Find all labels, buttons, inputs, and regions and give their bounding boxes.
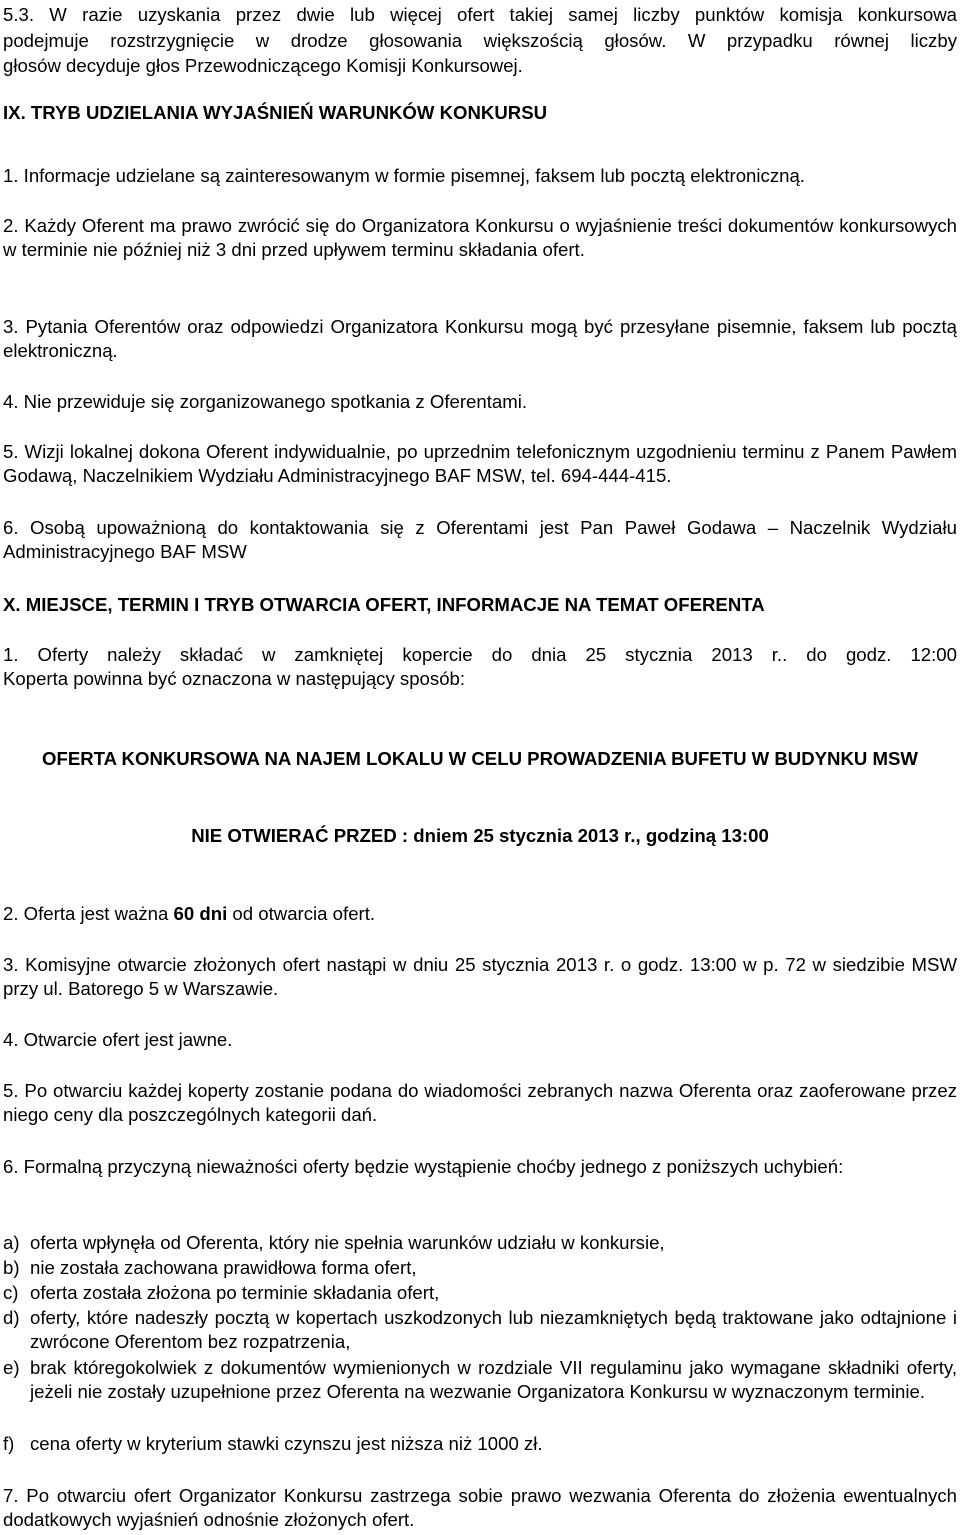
paragraph-5-3-line-2: podejmuje rozstrzygnięcie w drodze głosowania większością głosów. W przypadku równej liczby [3,30,957,51]
section-9-paragraph-1: 1. Informacje udzielane są zainteresowanym w formie pisemnej, faksem lub pocztą elektroniczną. [3,165,805,186]
section-10-paragraph-3: 3. Komisyjne otwarcie złożonych ofert nastąpi w dniu 25 stycznia 2013 r. o godz. 13:00 w p. 72 w siedzibie MSW przy ul. Batorego 5 w Warszawie. [3,954,957,999]
list-item-text: oferta została złożona po terminie składania ofert, [30,1282,440,1303]
list-item-label: c) [3,1282,19,1303]
list-item-c [3,1281,957,1305]
list-item-text: brak któregokolwiek z dokumentów wymienionych w rozdziale VII regulaminu jako wymagane składniki oferty, jeżeli nie zostały uzupełnione przez Oferenta na wezwanie Organizatora Konkursu w wyznaczonym terminie. [30,1357,957,1402]
section-10-paragraph-4: 4. Otwarcie ofert jest jawne. [3,1029,233,1050]
validity-text-end: od otwarcia ofert. [227,903,376,924]
envelope-title: OFERTA KONKURSOWA NA NAJEM LOKALU W CELU PROWADZENIA BUFETU W BUDYNKU MSW [42,748,918,769]
list-item-text: oferta wpłynęła od Oferenta, który nie spełnia warunków udziału w konkursie, [30,1232,665,1253]
list-item-label: d) [3,1307,20,1328]
list-item-text: oferty, które nadeszły pocztą w kopertach uszkodzonych lub niezamkniętych będą traktowane jako odtajnione i zwrócone Oferentom bez rozpatrzenia, [30,1307,957,1352]
section-9-paragraph-4: 4. Nie przewiduje się zorganizowanego spotkania z Oferentami. [3,391,528,412]
section-10-paragraph-2 [3,902,957,926]
section-9-heading: IX. TRYB UDZIELANIA WYJAŚNIEŃ WARUNKÓW KONKURSU [3,102,548,123]
validity-text-start: 2. Oferta jest ważna [3,903,174,924]
section-10-paragraph-6: 6. Formalną przyczyną nieważności oferty będzie wystąpienie choćby jednego z poniższych uchybień: [3,1156,844,1177]
validity-period: 60 dni [173,903,228,924]
section-9-paragraph-5: 5. Wizji lokalnej dokona Oferent indywidualnie, po uprzednim telefonicznym uzgodnieniu terminu z Panem Pawłem Godawą, Naczelnikiem Wydziału Administracyjnego BAF MSW, tel. 694-444-415. [3,441,957,486]
list-item-label: f) [3,1433,15,1454]
section-9-paragraph-6: 6. Osobą upoważnioną do kontaktowania się z Oferentami jest Pan Paweł Godawa – Naczelnik Wydziału Administracyjnego BAF MSW [3,517,957,562]
paragraph-5-3-line-3: głosów decyduje głos Przewodniczącego Komisji Konkursowej. [3,55,523,76]
list-item-f [3,1432,957,1456]
section-10-paragraph-7: 7. Po otwarciu ofert Organizator Konkursu zastrzega sobie prawo wezwania Oferenta do złożenia ewentualnych dodatkowych wyjaśnień odnośnie złożonych ofert. [3,1485,957,1530]
section-10-paragraph-5: 5. Po otwarciu każdej koperty zostanie podana do wiadomości zebranych nazwa Oferenta oraz zaoferowane przez niego ceny dla poszczególnych kategorii dań. [3,1080,957,1125]
list-item-label: a) [3,1232,20,1253]
paragraph-5-3-line-1: 5.3. W razie uzyskania przez dwie lub więcej ofert takiej samej liczby punktów komisja konkursowa [3,4,957,25]
section-10-paragraph-1-line-2: Koperta powinna być oznaczona w następujący sposób: [3,668,466,689]
section-10-heading: X. MIEJSCE, TERMIN I TRYB OTWARCIA OFERT, INFORMACJE NA TEMAT OFERENTA [3,594,765,615]
list-item-text: nie została zachowana prawidłowa forma ofert, [30,1257,417,1278]
envelope-notice: NIE OTWIERAĆ PRZED : dniem 25 stycznia 2013 r., godziną 13:00 [191,825,769,846]
list-item-a [3,1231,957,1255]
list-item-e [3,1356,957,1404]
list-item-b [3,1256,957,1280]
section-10-paragraph-1-line-1: 1. Oferty należy składać w zamkniętej kopercie do dnia 25 stycznia 2013 r.. do godz. 12:00 [3,644,957,665]
section-9-paragraph-2: 2. Każdy Oferent ma prawo zwrócić się do Organizatora Konkursu o wyjaśnienie treści dokumentów konkursowych w terminie nie później niż 3 dni przed upływem terminu składania ofert. [3,215,957,260]
list-item-label: e) [3,1357,20,1378]
list-item-text: cena oferty w kryterium stawki czynszu jest niższa niż 1000 zł. [30,1433,543,1454]
list-item-d [3,1306,957,1354]
section-9-paragraph-3: 3. Pytania Oferentów oraz odpowiedzi Organizatora Konkursu mogą być przesyłane pisemnie, faksem lub pocztą elektroniczną. [3,316,957,361]
list-item-label: b) [3,1257,20,1278]
